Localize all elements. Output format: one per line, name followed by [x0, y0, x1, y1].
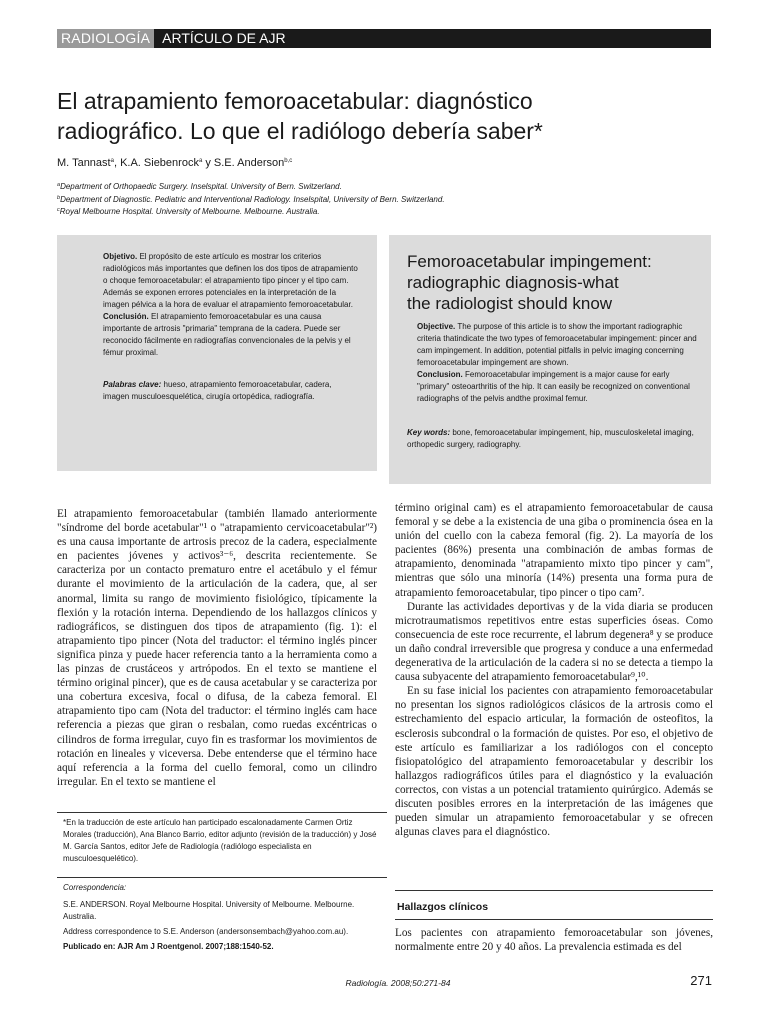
section-paragraph: Los pacientes con atrapamiento femoroacetabular son jóvenes, normalmente entre 20 y 40 años. La prevalencia estimada es del	[395, 927, 713, 954]
abstract-spanish	[57, 235, 377, 471]
article-type-label: ARTÍCULO DE AJR	[154, 29, 711, 48]
affiliation-text: Department of Diagnostic. Pediatric and Interventional Radiology. Inselspital, University of Bern. Switzerland.	[60, 194, 445, 204]
abstract-objective	[103, 251, 359, 311]
abstract-conclusion-text: El atrapamiento femoroacetabular es una causa importante de artrosis "primaria" temprana de la cadera. Puede ser reconocido fácilmente en radiografías convencionales de la pelvis y el fémur proximal.	[103, 312, 351, 357]
abstract-objective	[417, 321, 697, 369]
affiliation-mark: b,c	[284, 158, 293, 164]
abstract-objective-label: Objective.	[417, 322, 456, 331]
abstract-conclusion-label: Conclusion.	[417, 370, 463, 379]
keywords-text: bone, femoroacetabular impingement, hip, musculoskeletal imaging, orthopedic surgery, radiography.	[407, 428, 694, 449]
affiliation-line	[57, 193, 717, 206]
affiliation-text: Royal Melbourne Hospital. University of Melbourne. Melbourne. Australia.	[59, 207, 320, 216]
body-paragraph: El atrapamiento femoroacetabular (también llamado anteriormente "síndrome del borde acetabular"¹ o "atrapamiento cervicoacetabular"²) es una causa importante de artrosis precoz de la cadera, especialmente en pacientes jóvenes y activos³⁻⁶, descrita recientemente. Se caracteriza por un contacto prematuro entre el acetábulo y el fémur durante el movimiento de la articulación de la cadera, que, al ser anormal, limita su rango de movimiento fisiológico, típicamente la flexión y la rotación interna. Dependiendo de los hallazgos clínicos y radiográficos, se distinguen dos tipos de atrapamiento (fig. 1): el atrapamiento tipo pincer (Nota del traductor: el término inglés pincer significa pinza y puede hacer referencia tanto a la herramienta como a las pinzas de crustáceos y artrópodos. En el texto se mantiene el término original pincer), que es de causa acetabular y se caracteriza por una cobertura excesiva, focal o difusa, de la cabeza femoral. El atrapamiento tipo cam (Nota del traductor: el término inglés cam hace referencia a piezas que giran o resbalan, como ruedas excéntricas o cilindros de forma irregular, cuyo fin es trasformar los movimientos de rotación en lineales y viceversa. Debe entenderse que el término hace aquí referencia a la forma del cuello femoral, como un cilindro irregular. En el texto se mantiene el	[57, 508, 377, 788]
english-abstract-body	[407, 321, 697, 405]
article-title	[57, 86, 717, 146]
affiliations	[57, 180, 717, 218]
abstract-english	[389, 235, 711, 484]
abstract-conclusion-text: Femoroacetabular impingement is a major cause for early "primary" osteoarthritis of the hip. It can easily be recognized on conventional radiographs of the pelvis andthe proximal femur.	[417, 370, 690, 403]
body-paragraph: término original cam) es el atrapamiento femoroacetabular de causa femoral y se debe a la existencia de una giba o prominencia ósea en la unión del cuello con la cabeza femoral (fig. 2). La mayoría de los pacientes (86%) presenta una combinación de ambas formas de atrapamiento, denominada "atrapamiento mixto tipo pincer y cam", mientras que sólo una minoría (14%) presenta una forma pura de atrapamiento femoroacetabular, tipo pincer o tipo cam⁷.	[395, 502, 713, 599]
affiliation-line	[57, 205, 717, 218]
abstract-objective-text: El propósito de este artículo es mostrar los criterios radiológicos más importantes que definen los dos tipos de atrapamiento o choque femoroacetabular: el atrapamiento tipo pincer y el tipo cam. Además se exponen errores potenciales en la interpretación de la imagen pélvica a la hora de evaluar el atrapamiento femoroacetabular.	[103, 252, 358, 309]
affiliation-mark: c	[57, 207, 60, 213]
journal-citation-footer: Radiología. 2008;50:271-84	[345, 978, 451, 988]
author-name: M. Tannast	[57, 157, 111, 169]
keywords-text: hueso, atrapamiento femoroacetabular, cadera, imagen musculoesquelética, cirugía ortopédica, radiografía.	[103, 380, 332, 401]
correspondence-email: Address correspondence to S.E. Anderson (andersonsembach@yahoo.com.au).	[63, 927, 349, 936]
correspondence-label: Correspondencia:	[63, 883, 127, 892]
affiliation-mark: a	[110, 158, 114, 164]
affiliation-line	[57, 180, 717, 193]
abstract-objective-label: Objetivo.	[103, 252, 138, 261]
author-name: , K.A. Siebenrock	[113, 157, 199, 169]
section-heading-rule-bottom	[395, 919, 713, 920]
correspondence-block	[57, 882, 387, 953]
abstract-conclusion-label: Conclusión.	[103, 312, 149, 321]
body-column-left	[57, 507, 377, 789]
keywords	[407, 427, 697, 451]
english-title	[407, 251, 697, 314]
correspondence-divider	[57, 877, 387, 878]
abstract-conclusion	[417, 369, 697, 405]
journal-category-label: RADIOLOGÍA	[57, 29, 154, 48]
body-paragraph: Durante las actividades deportivas y de la vida diaria se producen microtraumatismos repetitivos entre estas superficies óseas. Como consecuencia de este roce recurrente, el labrum degenera⁸ y se produce un daño condral irreversible que progresa y conduce a una enfermedad degenerativa de la articulación de la cadera si no se detecta a tiempo la causa subyacente del atrapamiento femoroacetabular⁹,¹⁰.	[395, 600, 713, 684]
translation-footnote: *En la traducción de este artículo han participado escalonadamente Carmen Ortiz Morales (traducción), Ana Blanco Barrio, editor adjunto (revisión de la traducción) y José M. García Santos, editor Jefe de Radiología (radiólogo especialista en musculoesquelético).	[63, 818, 377, 863]
correspondence-address: S.E. ANDERSON. Royal Melbourne Hospital. University of Melbourne. Melbourne. Australia.	[63, 900, 355, 921]
abstract-conclusion	[103, 311, 359, 359]
footnote-divider	[57, 812, 387, 813]
affiliation-mark: a	[198, 158, 203, 164]
english-title-line-2: radiographic diagnosis-what	[407, 273, 619, 292]
section-heading: Hallazgos clínicos	[397, 901, 489, 913]
keywords	[103, 379, 359, 403]
affiliation-mark: b	[57, 194, 61, 201]
abstract-objective-text: The purpose of this article is to show the important radiographic criteria thatindicate the two types of femoroacetabular impingement: pincer and cam impingement. In addition, potential pitfalls in pelvic imaging concerning femoroacetabular impingement are shown.	[417, 322, 697, 367]
keywords-label: Palabras clave:	[103, 380, 162, 389]
section-header-bar	[57, 29, 711, 48]
section-heading-rule-top	[395, 890, 713, 891]
author-list	[57, 157, 292, 169]
body-column-right	[395, 501, 713, 839]
article-title-line-1: El atrapamiento femoroacetabular: diagnóstico	[57, 88, 533, 114]
keywords-label: Key words:	[407, 428, 451, 437]
english-title-line-1: Femoroacetabular impingement:	[407, 252, 652, 271]
affiliation-mark: a	[57, 182, 61, 188]
publication-source: Publicado en: AJR Am J Roentgenol. 2007;188:1540-52.	[63, 942, 274, 951]
page-number: 271	[690, 973, 712, 988]
affiliation-text: Department of Orthopaedic Surgery. Inselspital. University of Bern. Switzerland.	[60, 182, 342, 191]
author-name: y S.E. Anderson	[202, 157, 285, 169]
body-paragraph: En su fase inicial los pacientes con atrapamiento femoroacetabular no presentan los signos radiológicos clásicos de la artrosis como el estrechamiento del espacio articular, la formación de osteofitos, la esclerosis subcondral o la formación de quistes. Por eso, el objetivo de este artículo es familiarizar a los radiólogos con el concepto fisiopatológico del atrapamiento femoroacetabular y describir los hallazgos radiográficos útiles para el diagnóstico y la evaluación correctos, con vistas a un potencial tratamiento quirúrgico. Además se discuten posibles errores en la interpretación de las imágenes que pueden simular un atrapamiento femoroacetabular y se ofrecen algunas claves para el diagnóstico.	[395, 685, 713, 839]
english-title-line-3: the radiologist should know	[407, 294, 613, 313]
article-title-line-2: radiográfico. Lo que el radiólogo debería saber*	[57, 118, 543, 144]
